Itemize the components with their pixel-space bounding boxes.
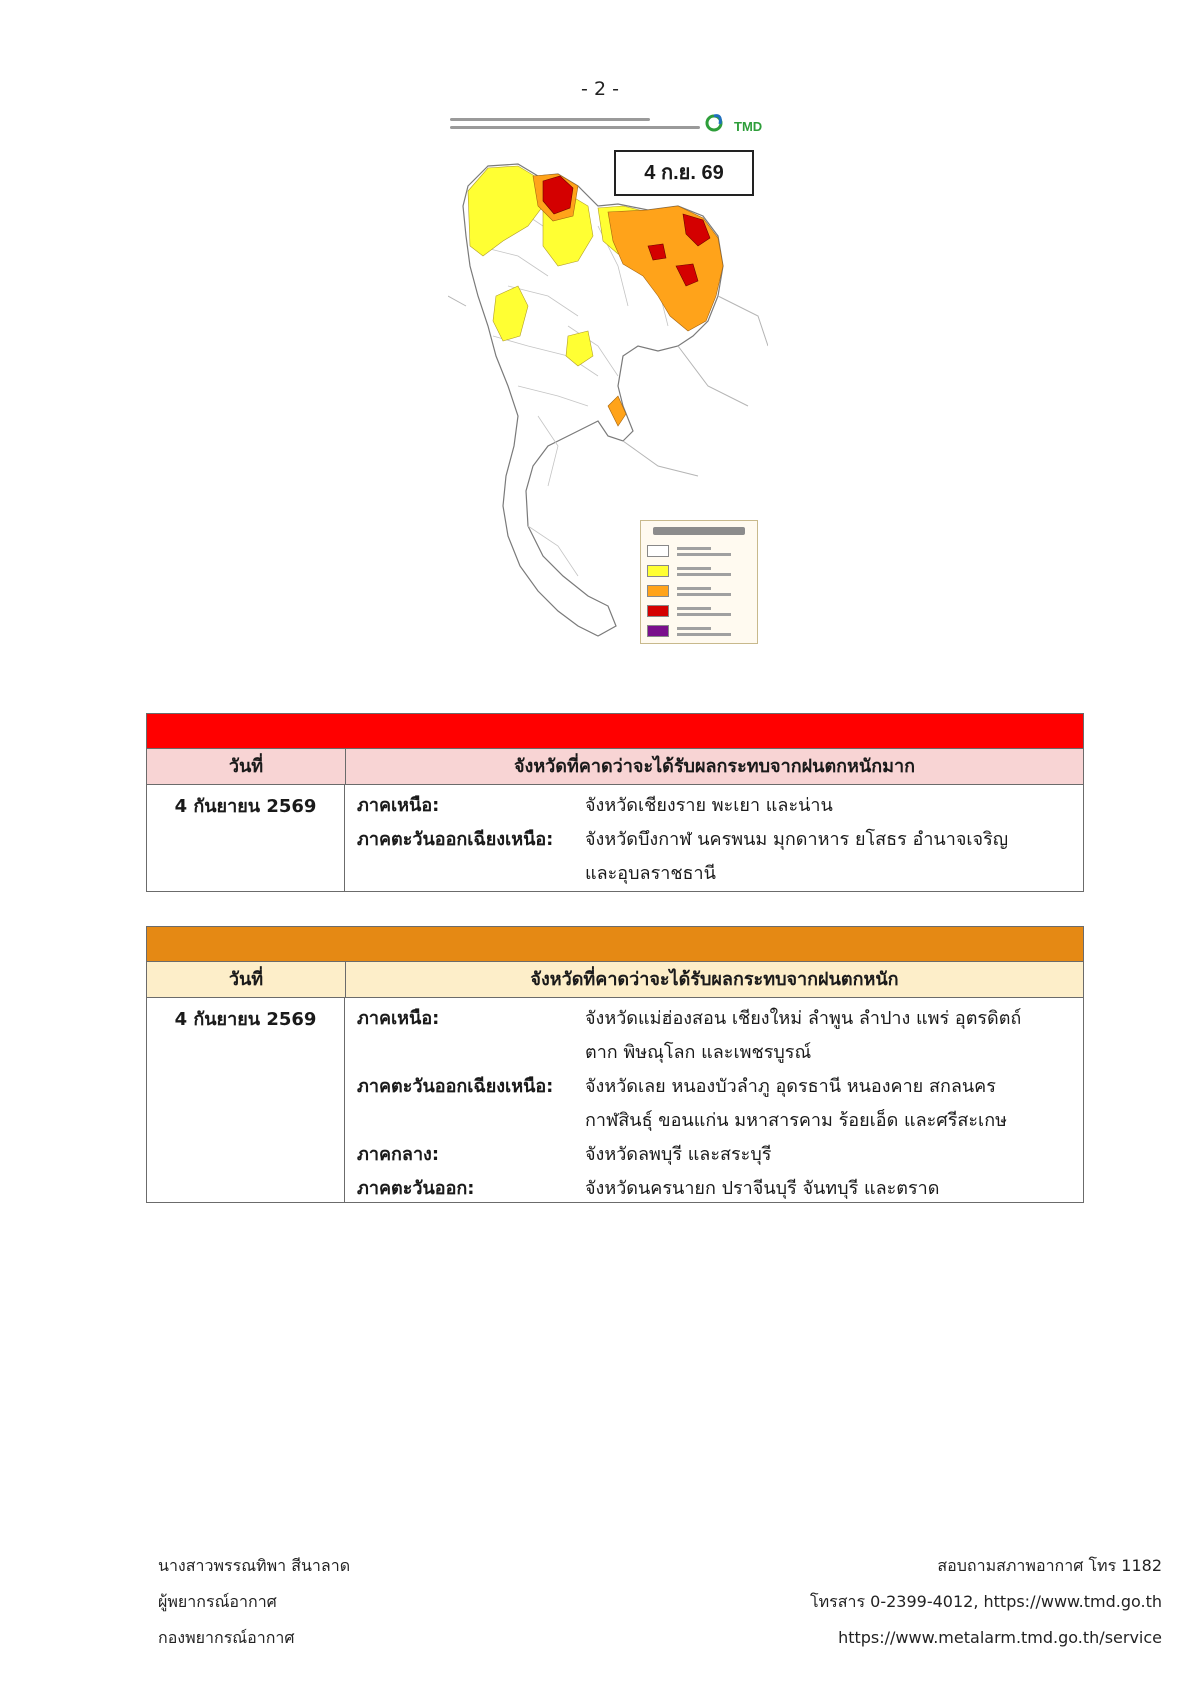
date-cell: 4 กันยายน 2569 [147,998,345,1202]
region-provinces: จังหวัดเชียงราย พะเยา และน่าน [585,795,833,816]
legend-item-purple [647,621,751,641]
region-row-north [357,1002,1083,1070]
map-date-label: 4 ก.ย. 69 [614,150,754,196]
heavy-rain-table [146,926,1084,1203]
legend-item-red [647,601,751,621]
column-header-date: วันที่ [147,962,346,997]
region-name: ภาคเหนือ: [357,1008,440,1029]
rainfall-forecast-map [448,110,768,650]
region-name: ภาคกลาง: [357,1144,440,1165]
hotline-text: สอบถามสภาพอากาศ โทร 1182 [937,1556,1162,1575]
region-name: ภาคตะวันออก: [357,1178,475,1199]
warning-level-bar-red [147,714,1083,749]
region-row-northeast [357,823,1083,891]
region-provinces: จังหวัดแม่ฮ่องสอน เชียงใหม่ ลำพูน ลำปาง แพร่ อุตรดิตถ์ ตาก พิษณุโลก และเพชรบูรณ์ [585,1008,1022,1063]
table-row [147,785,1083,891]
region-name: ภาคเหนือ: [357,795,440,816]
map-header [448,110,768,140]
legend-item-none [647,541,751,561]
region-row-east [357,1172,1083,1206]
legend-item-orange [647,581,751,601]
footer-contact [810,1548,1162,1656]
table-row [147,998,1083,1202]
forecaster-name: นางสาวพรรณทิพา สีนาลาด [158,1556,351,1575]
very-heavy-rain-table [146,713,1084,892]
table-header [147,962,1083,998]
footer-signature [158,1548,350,1656]
forecaster-title: ผู้พยากรณ์อากาศ [158,1592,277,1611]
region-row-northeast [357,1070,1083,1138]
region-row-central [357,1138,1083,1172]
service-link[interactable]: https://www.metalarm.tmd.go.th/service [838,1628,1162,1647]
logo-text: TMD [734,119,763,134]
date-cell: 4 กันยายน 2569 [147,785,345,891]
fax-website-link[interactable]: โทรสาร 0-2399-4012, https://www.tmd.go.th [810,1592,1162,1611]
column-header-provinces: จังหวัดที่คาดว่าจะได้รับผลกระทบจากฝนตกหนักมาก [513,756,915,777]
map-legend [640,520,758,644]
legend-item-yellow [647,561,751,581]
column-header-date: วันที่ [147,749,346,784]
tmd-logo [704,112,766,138]
region-name: ภาคตะวันออกเฉียงเหนือ: [357,829,554,850]
column-header-provinces: จังหวัดที่คาดว่าจะได้รับผลกระทบจากฝนตกหนัก [530,969,899,990]
region-provinces: จังหวัดบึงกาฬ นครพนม มุกดาหาร ยโสธร อำนาจเจริญ และอุบลราชธานี [585,829,1009,884]
table-header [147,749,1083,785]
region-provinces: จังหวัดลพบุรี และสระบุรี [585,1144,772,1165]
region-name: ภาคตะวันออกเฉียงเหนือ: [357,1076,554,1097]
region-provinces: จังหวัดนครนายก ปราจีนบุรี จันทบุรี และตราด [585,1178,940,1199]
division-name: กองพยากรณ์อากาศ [158,1628,295,1647]
page-number: - 2 - [581,78,619,100]
region-provinces: จังหวัดเลย หนองบัวลำภู อุดรธานี หนองคาย สกลนคร กาฬสินธุ์ ขอนแก่น มหาสารคาม ร้อยเอ็ด และศรีสะเกษ [585,1076,1007,1131]
region-row-north [357,789,1083,823]
warning-level-bar-orange [147,927,1083,962]
